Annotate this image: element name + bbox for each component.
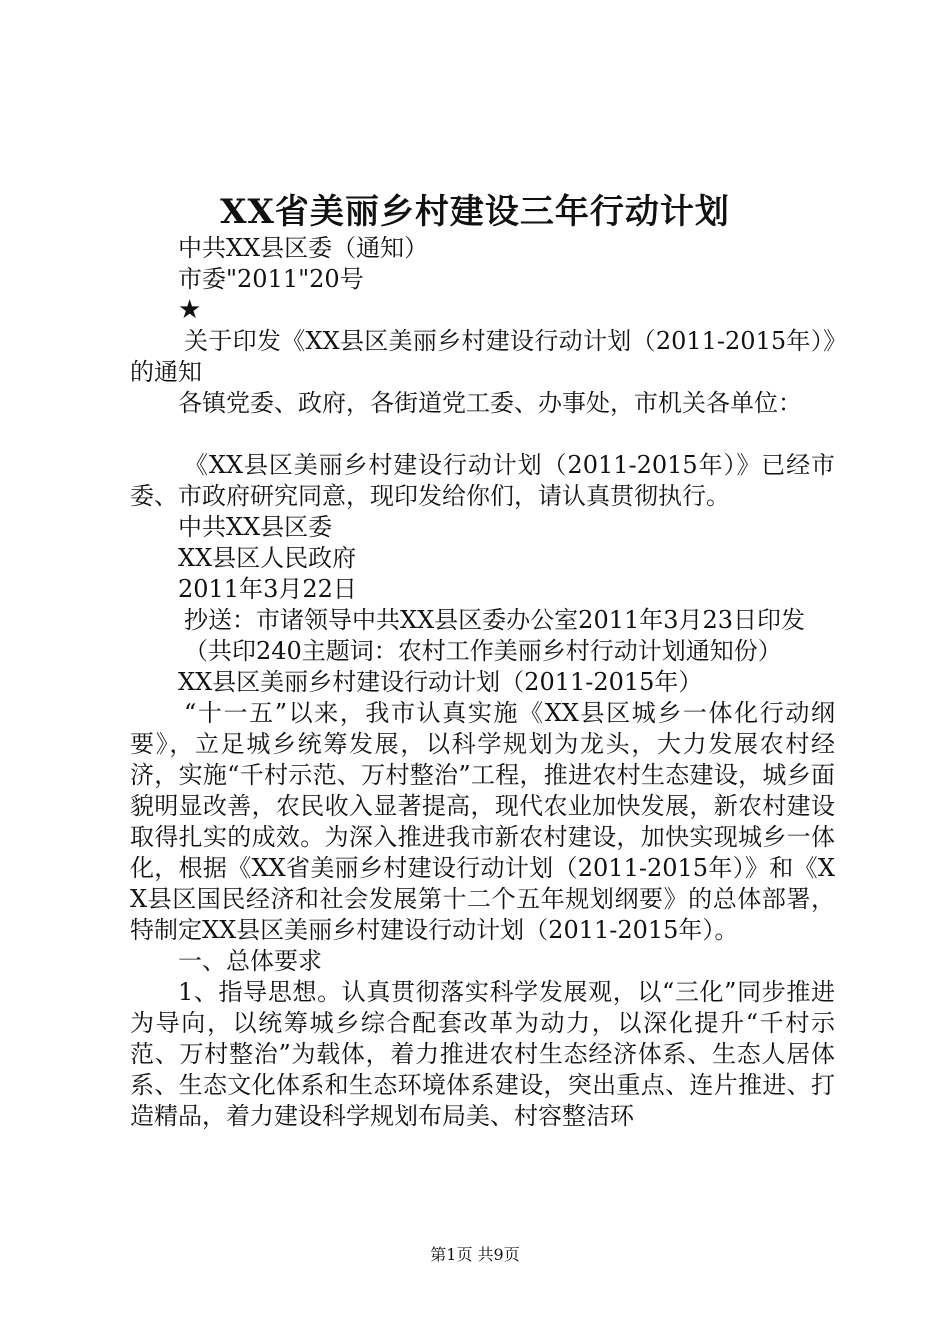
issuer-line: 中共XX县区委（通知） xyxy=(178,234,429,262)
document-title: XX省美丽乡村建设三年行动计划 xyxy=(220,192,730,232)
notice-heading: 关于印发《XX县区美丽乡村建设行动计划（2011-2015年）》的通知 xyxy=(130,327,835,386)
signature-government: XX县区人民政府 xyxy=(178,544,357,572)
signature-date: 2011年3月22日 xyxy=(178,575,357,603)
document-body xyxy=(130,233,835,1132)
star-mark: ★ xyxy=(178,295,202,325)
plan-heading: XX县区美丽乡村建设行动计划（2011-2015年） xyxy=(178,668,703,696)
guiding-thought-paragraph: 1、指导思想。认真贯彻落实科学发展观，以“三化”同步推进为导向，以统筹城乡综合配套改革为动力，以深化提升“千村示范、万村整治”为载体，着力推进农村生态经济体系、生态人居体系、生态文化体系和生态环境体系建设，突出重点、连片推进、打造精品，着力建设科学规划布局美、村容整洁环 xyxy=(130,978,835,1130)
addressee-line: 各镇党委、政府，各街道党工委、办事处，市机关各单位： xyxy=(178,389,802,417)
signature-party: 中共XX县区委 xyxy=(178,513,333,541)
notice-body: 《XX县区美丽乡村建设行动计划（2011-2015年）》已经市委、市政府研究同意，现印发给你们，请认真贯彻执行。 xyxy=(130,451,835,510)
page-footer: 第1页 共9页 xyxy=(430,1245,520,1264)
print-info: （共印240主题词：农村工作美丽乡村行动计划通知份） xyxy=(184,637,782,665)
blank-line xyxy=(130,419,835,450)
document-number: 市委"2011"20号 xyxy=(178,265,364,293)
section-heading: 一、总体要求 xyxy=(178,947,322,975)
cc-line: 抄送：市诸领导中共XX县区委办公室2011年3月23日印发 xyxy=(184,606,806,634)
intro-paragraph: “十一五”以来，我市认真实施《XX县区城乡一体化行动纲要》，立足城乡统筹发展，以科学规划为龙头，大力发展农村经济，实施“千村示范、万村整治”工程，推进农村生态建设，城乡面貌明显改善，农民收入显著提高，现代农业加快发展，新农村建设取得扎实的成效。为深入推进我市新农村建设，加快实现城乡一体化，根据《XX省美丽乡村建设行动计划（2011-2015年）》和《XX县区国民经济和社会发展第十二个五年规划纲要》的总体部署，特制定XX县区美丽乡村建设行动计划（2011-2015年）。 xyxy=(130,699,835,944)
